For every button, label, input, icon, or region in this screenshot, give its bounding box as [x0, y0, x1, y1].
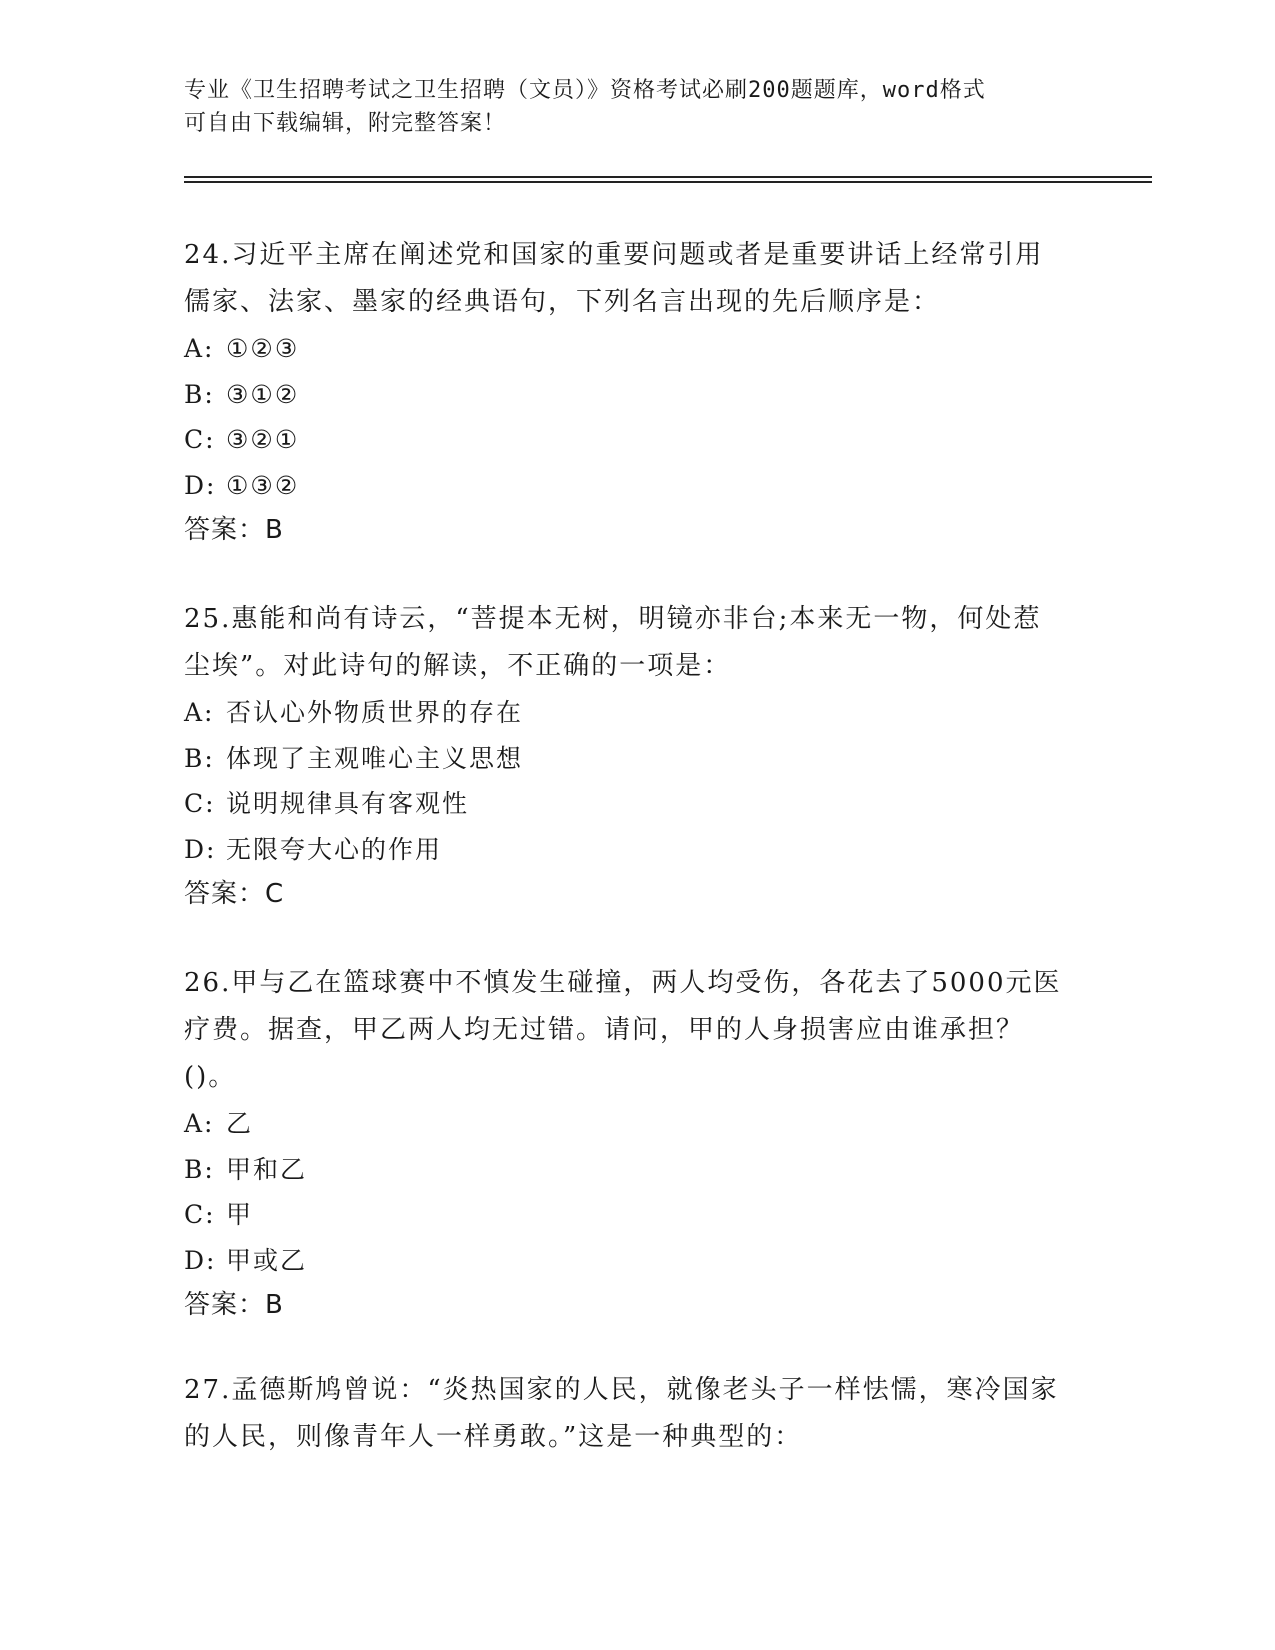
option-text: 说明规律具有客观性	[226, 789, 470, 818]
option-text: 乙	[226, 1109, 254, 1138]
question-stem: 26.甲与乙在篮球赛中不慎发生碰撞，两人均受伤，各花去了5000元医疗费。据查，甲乙两人均无过错。请问，甲的人身损害应由谁承担？()。	[184, 968, 1062, 1092]
option-letter: D:	[184, 834, 217, 864]
option-letter: C:	[184, 425, 216, 454]
option-text: ③①②	[226, 379, 300, 409]
option-text: ①②③	[226, 334, 300, 363]
option-text: 体现了主观唯心主义思想	[226, 743, 524, 773]
question-stem: 24.习近平主席在阐述党和国家的重要问题或者是重要讲话上经常引用儒家、法家、墨家的经典语句，下列名言出现的先后顺序是：	[184, 240, 1044, 317]
option-d	[184, 463, 1064, 509]
answer-text: 答案：C	[184, 879, 285, 909]
option-letter: A:	[184, 698, 215, 727]
option-letter: A:	[184, 334, 215, 363]
option-c	[184, 781, 1064, 827]
option-text: 甲和乙	[226, 1154, 308, 1184]
option-letter: A:	[184, 1109, 215, 1138]
question-stem: 27.孟德斯鸠曾说：“炎热国家的人民，就像老头子一样怯懦，寒冷国家的人民，则像青年人一样勇敢。”这是一种典型的：	[184, 1375, 1059, 1452]
option-letter: B:	[184, 379, 215, 409]
question-25	[184, 596, 1064, 917]
option-b	[184, 372, 1064, 418]
option-text: 否认心外物质世界的存在	[226, 698, 524, 727]
option-letter: B:	[184, 1154, 215, 1184]
option-letter: C:	[184, 789, 216, 818]
option-b	[184, 1147, 1064, 1193]
answer-text: 答案：B	[184, 1290, 284, 1320]
option-letter: D:	[184, 1245, 217, 1275]
question-24	[184, 232, 1064, 553]
option-text: 甲或乙	[226, 1245, 308, 1275]
question-stem: 25.惠能和尚有诗云，“菩提本无树，明镜亦非台;本来无一物，何处惹尘埃”。对此诗句的解读，不正确的一项是：	[184, 604, 1042, 681]
option-letter: D:	[184, 470, 217, 500]
document-header	[184, 74, 1064, 140]
option-text: ①③②	[226, 470, 300, 500]
option-d	[184, 827, 1064, 873]
option-b	[184, 736, 1064, 782]
header-line-2: 可自由下载编辑，附完整答案！	[184, 111, 507, 136]
option-letter: C:	[184, 1200, 216, 1229]
option-d	[184, 1238, 1064, 1284]
option-a	[184, 690, 1064, 736]
header-divider-top	[184, 176, 1152, 178]
question-27	[184, 1367, 1064, 1461]
option-letter: B:	[184, 743, 215, 773]
header-line-1: 专业《卫生招聘考试之卫生招聘（文员）》资格考试必刷200题题库，word格式	[184, 78, 986, 103]
option-a	[184, 1101, 1064, 1147]
option-a	[184, 326, 1064, 372]
option-text: 甲	[226, 1200, 254, 1229]
question-26	[184, 960, 1064, 1328]
option-c	[184, 417, 1064, 463]
option-text: 无限夸大心的作用	[226, 834, 443, 864]
header-divider-bottom	[184, 181, 1152, 183]
option-text: ③②①	[226, 425, 300, 454]
answer-text: 答案：B	[184, 515, 284, 545]
option-c	[184, 1192, 1064, 1238]
